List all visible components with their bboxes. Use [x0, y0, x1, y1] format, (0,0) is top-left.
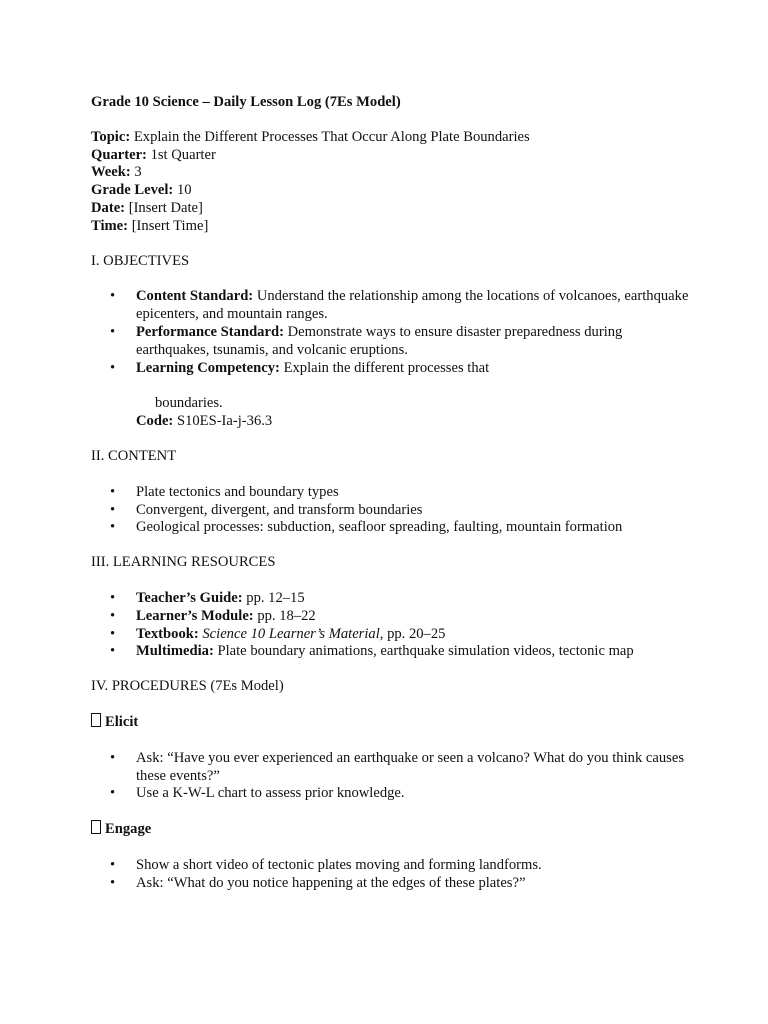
list-item: • Multimedia: Plate boundary animations, earthquake simulation videos, tectonic map — [136, 643, 691, 661]
elicit-heading: Elicit — [91, 713, 691, 732]
list-item: • Convergent, divergent, and transform boundaries — [136, 502, 691, 520]
list-item: • Ask: “Have you ever experienced an earthquake or seen a volcano? What do you think causes these events?” — [136, 750, 691, 786]
engage-list — [91, 857, 691, 893]
missing-glyph-icon — [91, 713, 101, 727]
list-item: • Geological processes: subduction, seafloor spreading, faulting, mountain formation — [136, 519, 691, 537]
meta-grade-level: Grade Level: 10 — [91, 182, 192, 199]
content-heading: II. CONTENT — [91, 447, 177, 464]
missing-glyph-icon — [91, 820, 101, 834]
list-item: • Content Standard: Understand the relationship among the locations of volcanoes, earthquake epicenters, and mountain ranges. — [136, 288, 691, 324]
list-item: • Learner’s Module: pp. 18–22 — [136, 608, 691, 626]
resources-list — [91, 590, 691, 661]
content-list — [91, 484, 691, 537]
lesson-meta — [91, 129, 691, 236]
list-item: • Plate tectonics and boundary types — [136, 484, 691, 502]
list-item: • Use a K-W-L chart to assess prior knowledge. — [136, 785, 691, 803]
list-item: • Ask: “What do you notice happening at the edges of these plates?” — [136, 875, 691, 893]
resources-heading: III. LEARNING RESOURCES — [91, 554, 276, 571]
competency-code: Code: S10ES-Ia-j-36.3 — [136, 413, 273, 430]
list-item: • Teacher’s Guide: pp. 12–15 — [136, 590, 691, 608]
elicit-list — [91, 750, 691, 803]
objectives-list — [91, 288, 691, 377]
procedures-heading: IV. PROCEDURES (7Es Model) — [91, 678, 284, 695]
engage-heading: Engage — [91, 820, 691, 839]
meta-topic: Topic: Explain the Different Processes That Occur Along Plate Boundaries — [91, 128, 530, 145]
list-item: • Performance Standard: Demonstrate ways to ensure disaster preparedness during earthquakes, tsunamis, and volcanic eruptions. — [136, 324, 691, 360]
list-item: • Textbook: Science 10 Learner’s Material, pp. 20–25 — [136, 626, 691, 644]
meta-quarter: Quarter: 1st Quarter — [91, 146, 216, 163]
objectives-heading: I. OBJECTIVES — [91, 252, 190, 269]
list-item: • Show a short video of tectonic plates moving and forming landforms. — [136, 857, 691, 875]
meta-time: Time: [Insert Time] — [91, 217, 209, 234]
meta-date: Date: [Insert Date] — [91, 199, 203, 216]
list-item: • Learning Competency: Explain the different processes that — [136, 360, 691, 378]
meta-week: Week: 3 — [91, 164, 142, 181]
lesson-log — [91, 94, 691, 893]
competency-continuation: boundaries. — [155, 395, 223, 412]
document-title: Grade 10 Science – Daily Lesson Log (7Es Model) — [91, 94, 401, 110]
